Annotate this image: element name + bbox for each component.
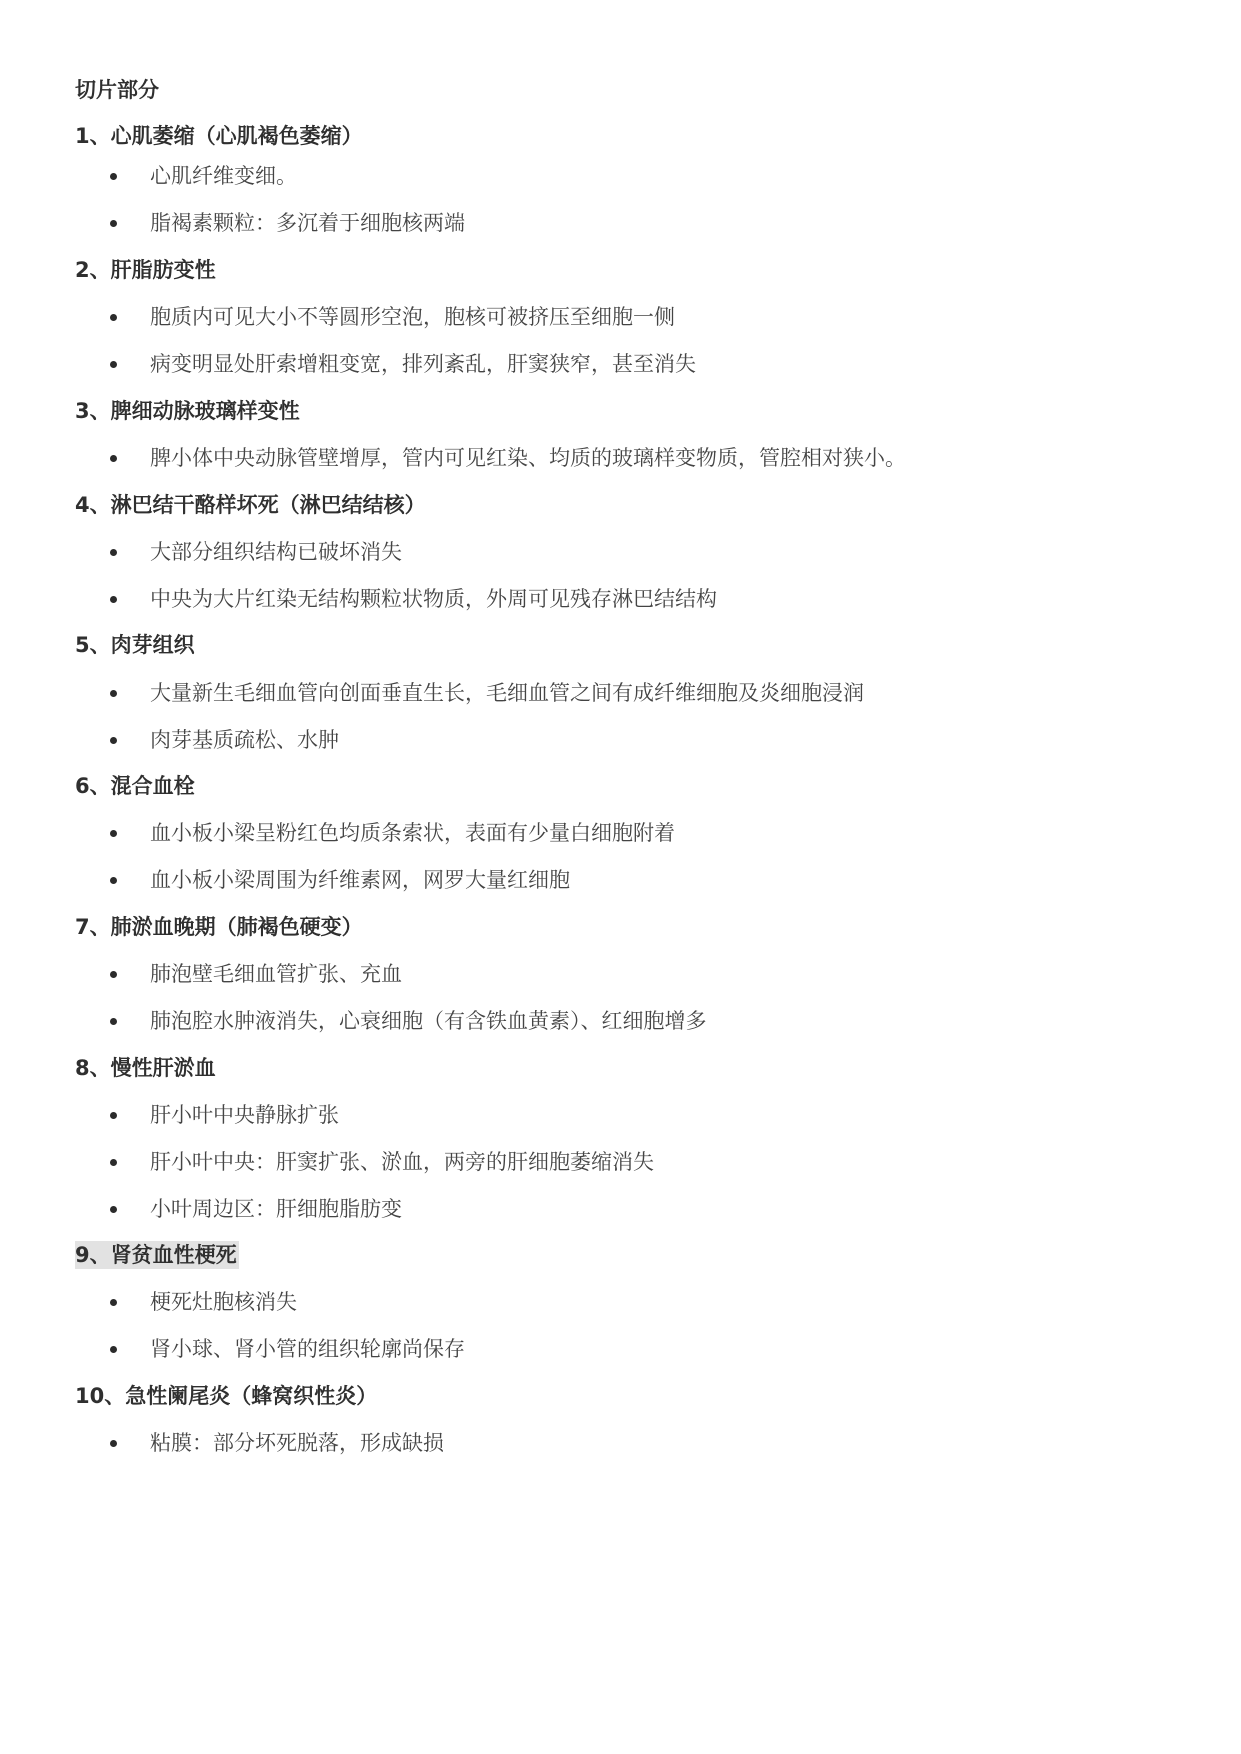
section-heading-6: 6、混合血栓 [75, 774, 195, 798]
section-heading-5: 5、肉芽组织 [75, 633, 195, 657]
bullet-icon [110, 1159, 117, 1166]
section-heading-8: 8、慢性肝淤血 [75, 1056, 216, 1080]
section-heading-4: 4、淋巴结干酪样坏死（淋巴结结核） [75, 493, 426, 517]
bullet-icon [110, 1112, 117, 1119]
bullet-icon [110, 314, 117, 321]
bullet-icon [110, 361, 117, 368]
list-item-text: 肉芽基质疏松、水肿 [150, 728, 339, 752]
bullet-icon [110, 690, 117, 697]
bullet-icon [110, 1440, 117, 1447]
section-heading-7: 7、肺淤血晚期（肺褐色硬变） [75, 915, 363, 939]
bullet-icon [110, 1206, 117, 1213]
list-item-text: 病变明显处肝索增粗变宽，排列紊乱，肝窦狭窄，甚至消失 [150, 352, 696, 376]
list-item-text: 血小板小梁周围为纤维素网，网罗大量红细胞 [150, 868, 570, 892]
list-item-text: 脂褐素颗粒：多沉着于细胞核两端 [150, 211, 465, 235]
list-item-text: 胞质内可见大小不等圆形空泡，胞核可被挤压至细胞一侧 [150, 305, 675, 329]
list-item-text: 粘膜：部分坏死脱落，形成缺损 [150, 1431, 444, 1455]
page-title: 切片部分 [75, 78, 159, 102]
bullet-icon [110, 971, 117, 978]
section-heading-3: 3、脾细动脉玻璃样变性 [75, 399, 300, 423]
bullet-icon [110, 830, 117, 837]
list-item-text: 肝小叶中央：肝窦扩张、淤血，两旁的肝细胞萎缩消失 [150, 1150, 654, 1174]
bullet-icon [110, 549, 117, 556]
section-heading-10: 10、急性阑尾炎（蜂窝织性炎） [75, 1384, 378, 1408]
bullet-icon [110, 220, 117, 227]
bullet-icon [110, 455, 117, 462]
list-item-text: 小叶周边区：肝细胞脂肪变 [150, 1197, 402, 1221]
bullet-icon [110, 737, 117, 744]
bullet-icon [110, 173, 117, 180]
list-item-text: 中央为大片红染无结构颗粒状物质，外周可见残存淋巴结结构 [150, 587, 717, 611]
list-item-text: 肺泡壁毛细血管扩张、充血 [150, 962, 402, 986]
bullet-icon [110, 596, 117, 603]
section-heading-2: 2、肝脂肪变性 [75, 258, 216, 282]
list-item-text: 肾小球、肾小管的组织轮廓尚保存 [150, 1337, 465, 1361]
list-item-text: 大部分组织结构已破坏消失 [150, 540, 402, 564]
list-item-text: 肝小叶中央静脉扩张 [150, 1103, 339, 1127]
bullet-icon [110, 877, 117, 884]
list-item-text: 梗死灶胞核消失 [150, 1290, 297, 1314]
bullet-icon [110, 1346, 117, 1353]
list-item-text: 心肌纤维变细。 [150, 164, 297, 188]
section-heading-1: 1、心肌萎缩（心肌褐色萎缩） [75, 124, 363, 148]
list-item-text: 大量新生毛细血管向创面垂直生长，毛细血管之间有成纤维细胞及炎细胞浸润 [150, 681, 864, 705]
bullet-icon [110, 1018, 117, 1025]
list-item-text: 脾小体中央动脉管壁增厚，管内可见红染、均质的玻璃样变物质，管腔相对狭小。 [150, 446, 906, 470]
list-item-text: 肺泡腔水肿液消失，心衰细胞（有含铁血黄素）、红细胞增多 [150, 1009, 707, 1033]
section-heading-9: 9、肾贫血性梗死 [75, 1243, 237, 1267]
list-item-text: 血小板小梁呈粉红色均质条索状，表面有少量白细胞附着 [150, 821, 675, 845]
bullet-icon [110, 1299, 117, 1306]
